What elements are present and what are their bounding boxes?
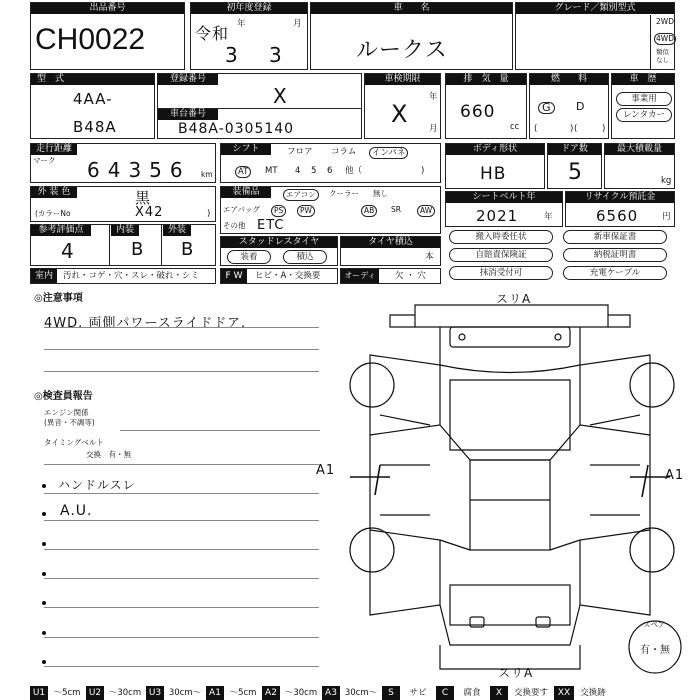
shift-inpane: インパネ <box>369 147 408 159</box>
fuel-diesel: D <box>576 100 585 113</box>
timing-belt-sub: 交換 有・無 <box>86 450 131 459</box>
color-number-value: X42 <box>135 205 164 220</box>
shift-other: 他（ <box>345 166 363 176</box>
displacement-cell <box>445 73 527 139</box>
legend-text: 交換要す <box>513 688 548 698</box>
legend-code: A3 <box>322 686 340 700</box>
drive-4wd: 4WD <box>656 34 674 43</box>
damage-mark-bottom: スリA <box>498 666 534 680</box>
inspection-expiry-cell <box>364 73 441 139</box>
audio-cell <box>340 268 441 294</box>
doc-tax-cert: 納税証明書 <box>563 248 667 262</box>
seatbelt-value: 2021 <box>476 207 519 225</box>
doc-power-of-attorney: 搬入時委任状 <box>449 230 553 244</box>
year-unit: 年 <box>237 19 246 29</box>
inspection-month-unit: 月 <box>429 124 438 134</box>
legend-code: U1 <box>30 686 48 700</box>
equipment-cell <box>220 186 441 234</box>
front-window-cell <box>220 268 338 284</box>
recycle-deposit-value: 6560 <box>596 207 639 225</box>
legend-code: X <box>490 686 508 700</box>
score-value: 4 <box>61 239 75 263</box>
legend-text: 交換跡 <box>580 688 606 698</box>
studless-tire-cell <box>220 236 338 266</box>
score-cell <box>30 224 216 266</box>
fuel-gasoline: G <box>538 102 555 114</box>
shift-4: 4 <box>295 166 301 176</box>
legend-text: 〜30cm <box>284 688 318 698</box>
shift-at: AT <box>235 166 251 178</box>
recycle-deposit-unit: 円 <box>662 212 671 222</box>
spare-value: 有・無 <box>640 645 670 656</box>
history-rental: レンタカー <box>616 108 672 122</box>
equipment-pw: PW <box>297 205 315 217</box>
equipment-other-label: その他 <box>223 221 246 230</box>
max-load-cell <box>604 143 675 189</box>
studless-stacked: 積込 <box>283 250 327 264</box>
tire-stack-label: タイヤ積込 <box>341 237 440 248</box>
registration-number-value: X <box>273 84 288 108</box>
grade-label: グレード／類別型式 <box>516 3 674 14</box>
report-line-2: A.U. <box>60 503 93 519</box>
displacement-unit: cc <box>510 122 520 132</box>
damage-mark-left: A1 <box>316 463 336 478</box>
studless-mounted: 装着 <box>227 250 271 264</box>
equipment-none: 無し <box>373 189 388 198</box>
exterior-color-label: 外 装 色 <box>31 187 77 198</box>
audio-label: オーディオ <box>341 269 379 283</box>
notes-line-1: 4WD. 両側パワースライドドア. <box>44 316 247 331</box>
inspection-year-unit: 年 <box>429 92 438 102</box>
body-type-cell <box>445 143 545 189</box>
studless-label: スタッドレスタイヤ <box>221 237 337 248</box>
model-value-2: B48A <box>73 118 117 136</box>
exterior-grade-label: 外装 <box>163 225 191 236</box>
audio-items: 欠 ・ 穴 <box>395 271 426 281</box>
shift-cell: シフト フロア コラム インパネ AT MT 4 5 6 他（ ) <box>220 143 441 183</box>
inspector-report-title: ◎検査員報告 <box>34 391 93 402</box>
month-value: 3 <box>269 43 283 67</box>
recycle-deposit-label: リサイクル預託金 <box>566 192 674 203</box>
front-bumper <box>415 305 608 327</box>
chassis-number-label: 車台番号 <box>158 109 218 120</box>
equipment-cooler: クーラー <box>329 189 359 198</box>
score-label: 参考評価点 <box>31 225 91 236</box>
drive-2wd: 2WD <box>656 17 674 26</box>
grade-cell <box>515 2 675 70</box>
equipment-label: 装備品 <box>221 187 271 198</box>
exterior-grade-value: B <box>181 239 195 260</box>
exterior-color-value: 黒 <box>135 189 152 207</box>
vehicle-history-cell <box>611 73 675 139</box>
legend-text: 30cm〜 <box>168 688 202 698</box>
front-window-items: ヒビ・A・交換要 <box>255 271 321 281</box>
shift-column: コラム <box>331 147 357 157</box>
legend-code: S <box>382 686 400 700</box>
spare-label: スペア <box>643 620 666 629</box>
max-load-unit: kg <box>661 176 672 186</box>
shift-label: シフト <box>221 144 271 155</box>
doc-new-car-warranty: 新車保証書 <box>563 230 667 244</box>
interior-condition-items: 汚れ・コゲ・穴・スレ・破れ・シミ <box>63 271 200 281</box>
shift-5: 5 <box>311 166 317 176</box>
doors-value: 5 <box>568 160 583 185</box>
mileage-label: 走行距離 <box>31 144 77 155</box>
damage-mark-right: A1 <box>665 468 685 483</box>
doc-charging-cable: 充電ケーブル <box>563 266 667 280</box>
equipment-ac: エアコン <box>283 189 319 201</box>
lot-number-value: CH0022 <box>35 23 146 56</box>
fuel-cell: 燃 料 G D ( ) ( ) <box>529 73 609 139</box>
lot-number-cell <box>30 2 185 70</box>
equipment-aw: AW <box>417 205 435 217</box>
drive-other: 類似 なし <box>656 48 669 64</box>
mileage-cell <box>30 143 216 183</box>
fuel-label: 燃 料 <box>530 74 608 85</box>
equipment-ps: PS <box>271 205 286 217</box>
engine-label: エンジン関係 <box>44 408 89 417</box>
model-label: 型 式 <box>31 74 154 85</box>
wheel-front-left <box>350 363 394 407</box>
history-business: 事業用 <box>616 92 672 106</box>
legend-code: XX <box>554 686 574 700</box>
shift-mt: MT <box>265 166 278 176</box>
legend-text: 〜5cm <box>229 688 257 698</box>
month-unit: 月 <box>293 19 302 29</box>
inspection-expiry-value: X <box>391 100 409 128</box>
exterior-color-cell: 外 装 色 黒 (カラーNo X42 ) <box>30 186 216 222</box>
interior-grade-label: 内装 <box>111 225 139 236</box>
mileage-mark-label: マーク <box>33 156 56 165</box>
legend-text: 〜5cm <box>53 688 81 698</box>
max-load-label: 最大積載量 <box>605 144 674 155</box>
lot-number-label: 出品番号 <box>31 3 184 14</box>
legend-code: A2 <box>262 686 280 700</box>
legend-text: 腐食 <box>463 688 481 698</box>
damage-mark-top: スリA <box>496 292 532 306</box>
legend-text: サビ <box>409 688 427 698</box>
notes-title: ◎注意事項 <box>34 293 83 304</box>
equipment-other-value: ETC <box>257 218 285 233</box>
registration-number-cell <box>157 73 362 109</box>
legend-code: C <box>436 686 454 700</box>
equipment-airbag: エアバッグ <box>223 205 260 214</box>
seatbelt-label: シートベルト年 <box>446 192 562 203</box>
damage-legend <box>30 686 675 700</box>
documents-cell <box>445 228 675 283</box>
mileage-value: 64356 <box>87 158 191 182</box>
model-value-1: 4AA- <box>73 90 113 108</box>
legend-text: 30cm〜 <box>344 688 378 698</box>
era-value: 令和 <box>195 24 230 43</box>
equipment-ab: AB <box>361 205 377 217</box>
displacement-value: 660 <box>460 102 496 122</box>
first-registration-label: 初年度登録 <box>191 3 307 14</box>
timing-belt-label: タイミングベルト <box>44 438 104 447</box>
body-type-value: HB <box>480 164 507 184</box>
inspection-expiry-label: 車検期限 <box>365 74 440 85</box>
front-window-label: F W <box>221 269 247 283</box>
model-cell <box>30 73 155 139</box>
year-value: 3 <box>225 43 239 67</box>
interior-condition-label: 室内 <box>31 269 57 283</box>
registration-number-label: 登録番号 <box>158 74 218 85</box>
first-registration-cell <box>190 2 308 70</box>
tire-stack-cell <box>340 236 441 266</box>
legend-code: A1 <box>206 686 224 700</box>
equipment-sr: SR <box>391 205 401 214</box>
tire-stack-unit: 本 <box>425 252 434 262</box>
wheel-rear-left <box>350 528 394 572</box>
report-line-1: ハンドルスレ <box>58 478 136 492</box>
displacement-label: 排 気 量 <box>446 74 526 85</box>
vehicle-history-label: 車 歴 <box>612 74 674 85</box>
car-name-cell <box>310 2 513 70</box>
legend-text: 〜30cm <box>108 688 142 698</box>
engine-sub-label: (異音・不調等) <box>44 418 95 427</box>
doc-insurance-cert: 自賠責保険証 <box>449 248 553 262</box>
wheel-front-right <box>630 363 674 407</box>
seatbelt-unit: 年 <box>544 212 553 222</box>
car-name-label: 車 名 <box>311 3 512 14</box>
interior-condition-cell <box>30 268 216 284</box>
doc-deregistration: 抹消受付可 <box>449 266 553 280</box>
doors-label: ドア数 <box>548 144 601 155</box>
legend-code: U3 <box>146 686 164 700</box>
chassis-number-cell <box>157 108 362 139</box>
doors-cell <box>547 143 602 189</box>
body-type-label: ボディ形状 <box>446 144 544 155</box>
mileage-unit: km <box>201 170 213 179</box>
wheel-rear-right <box>630 528 674 572</box>
legend-code: U2 <box>86 686 104 700</box>
seatbelt-cell <box>445 191 563 227</box>
color-number-label: (カラーNo <box>35 209 71 218</box>
recycle-deposit-cell <box>565 191 675 227</box>
chassis-number-value: B48A-0305140 <box>178 121 295 137</box>
shift-floor: フロア <box>287 147 313 157</box>
car-name-value: ルークス <box>356 38 448 63</box>
shift-6: 6 <box>327 166 333 176</box>
interior-grade-value: B <box>131 239 145 260</box>
